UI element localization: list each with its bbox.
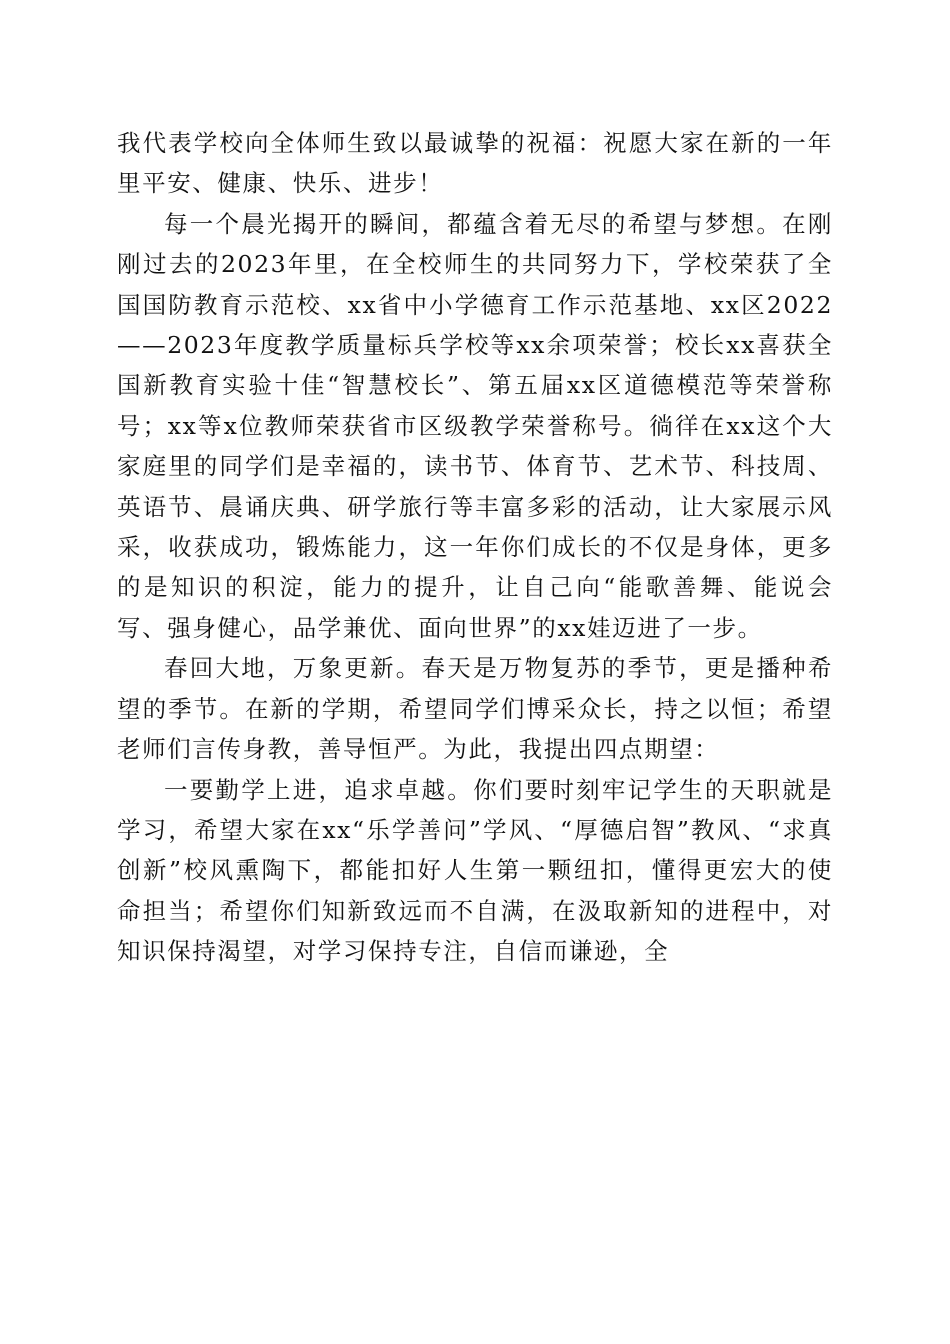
paragraph-blessing: 我代表学校向全体师生致以最诚挚的祝福：祝愿大家在新的一年里平安、健康、快乐、进步！ bbox=[117, 129, 833, 198]
paragraph-first-expectation: 一要勤学上进，追求卓越。你们要时刻牢记学生的天职就是学习，希望大家在xx“乐学善问”学风、“厚德启智”教风、“求真创新”校风熏陶下，都能扣好人生第一颗纽扣，懂得更宏大的使命担当；希望你们知新致远而不自满，在汲取新知的进程中，对知识保持渴望，对学习保持专注，自信而谦逊，全 bbox=[117, 775, 833, 966]
paragraph-achievements: 每一个晨光揭开的瞬间，都蕴含着无尽的希望与梦想。在刚刚过去的2023年里，在全校师生的共同努力下，学校荣获了全国国防教育示范校、xx省中小学德育工作示范基地、xx区2022——2023年度教学质量标兵学校等xx余项荣誉；校长xx喜获全国新教育实验十佳“智慧校长”、第五届xx区道德模范等荣誉称号；xx等x位教师荣获省市区级教学荣誉称号。徜徉在xx这个大家庭里的同学们是幸福的，读书节、体育节、艺术节、科技周、英语节、晨诵庆典、研学旅行等丰富多彩的活动，让大家展示风采，收获成功，锻炼能力，这一年你们成长的不仅是身体，更多的是知识的积淀，能力的提升，让自己向“能歌善舞、能说会写、强身健心，品学兼优、面向世界”的xx娃迈进了一步。 bbox=[117, 209, 833, 642]
document-body bbox=[117, 123, 833, 972]
paragraph-spring-expectations: 春回大地，万象更新。春天是万物复苏的季节，更是播种希望的季节。在新的学期，希望同学们博采众长，持之以恒；希望老师们言传身教，善导恒严。为此，我提出四点期望： bbox=[117, 654, 833, 764]
